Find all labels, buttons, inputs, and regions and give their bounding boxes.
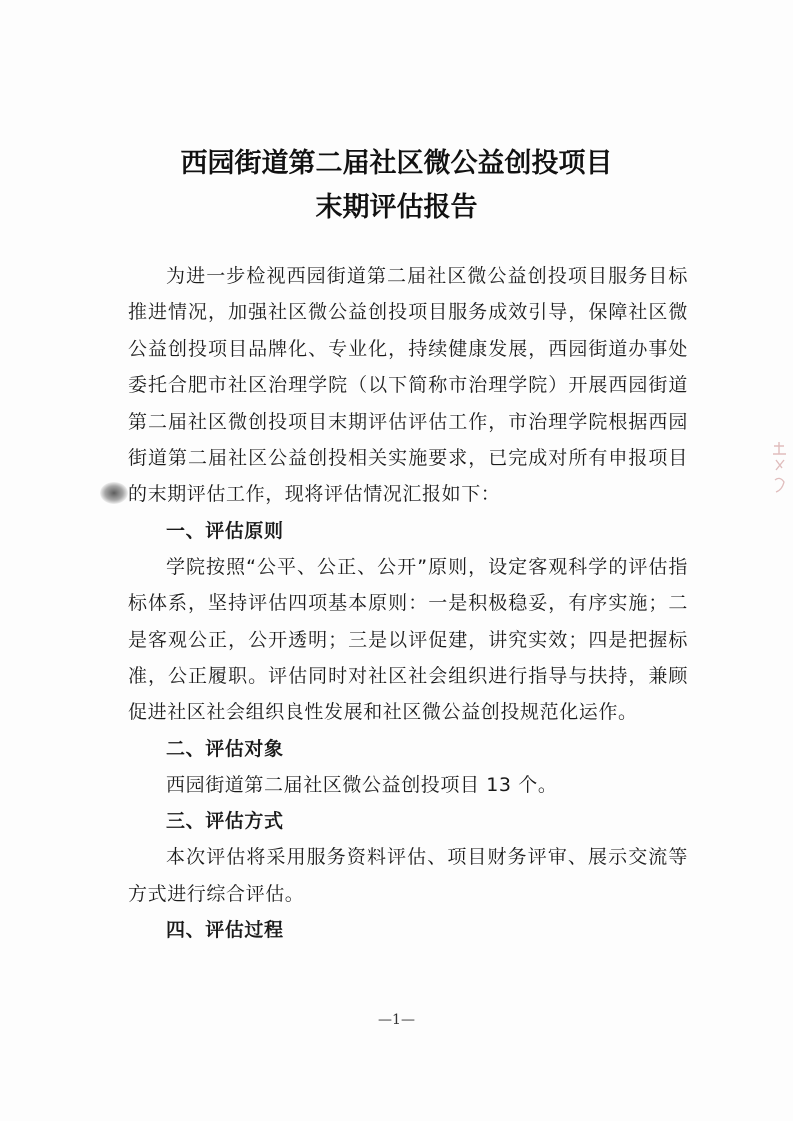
section-heading-process: 四、评估过程 xyxy=(166,919,284,942)
section-heading-targets: 二、评估对象 xyxy=(166,737,284,760)
ink-smudge xyxy=(100,482,128,504)
section-heading-methods: 三、评估方式 xyxy=(166,810,284,833)
document-body xyxy=(128,258,688,948)
section-heading-principles: 一、评估原则 xyxy=(166,519,284,542)
document-title xyxy=(0,142,793,230)
section-body-targets: 西园街道第二届社区微公益创投项目 13 个。 xyxy=(166,773,558,796)
title-line-1: 西园街道第二届社区微公益创投项目 xyxy=(180,148,613,179)
page-number: —1— xyxy=(378,1012,415,1028)
stamp-fragment-icon xyxy=(770,440,790,500)
intro-paragraph: 为进一步检视西园街道第二届社区微公益创投项目服务目标推进情况，加强社区微公益创投项目服务成效引导，保障社区微公益创投项目品牌化、专业化，持续健康发展，西园街道办事处委托合肥市社区治理学院（以下简称市治理学院）开展西园街道第二届社区微创投项目末期评估评估工作，市治理学院根据西园街道第二届社区公益创投相关实施要求，已完成对所有申报项目的末期评估工作，现将评估情况汇报如下： xyxy=(128,265,688,506)
title-line-2: 末期评估报告 xyxy=(315,192,478,223)
section-body-methods: 本次评估将采用服务资料评估、项目财务评审、展示交流等方式进行综合评估。 xyxy=(128,846,688,905)
section-body-principles: 学院按照“公平、公正、公开”原则，设定客观科学的评估指标体系，坚持评估四项基本原则：一是积极稳妥，有序实施；二是客观公正，公开透明；三是以评促建，讲究实效；四是把握标准，公正履职。评估同时对社区社会组织进行指导与扶持，兼顾促进社区社会组织良性发展和社区微公益创投规范化运作。 xyxy=(128,555,688,724)
